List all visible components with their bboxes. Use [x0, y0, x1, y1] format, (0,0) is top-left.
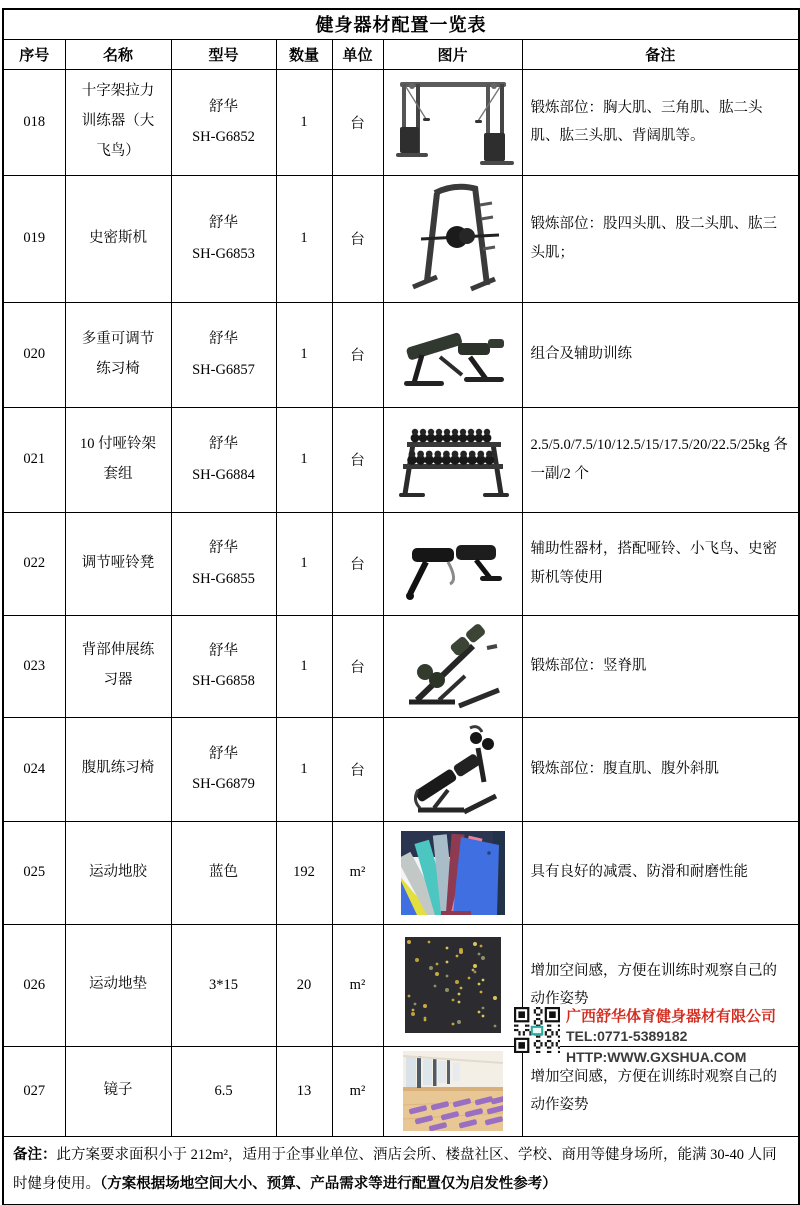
item-unit: 台: [332, 512, 383, 615]
item-unit: 台: [332, 407, 383, 512]
item-remark: 锻炼部位：胸大肌、三角肌、肱二头肌、肱三头肌、背阔肌等。: [522, 69, 799, 175]
adjustable-bench-image: [383, 302, 522, 407]
item-quantity: 13: [276, 1046, 332, 1136]
item-unit: m²: [332, 1046, 383, 1136]
item-model-line: 舒华: [209, 98, 238, 115]
item-quantity: 1: [276, 175, 332, 302]
item-quantity: 1: [276, 407, 332, 512]
item-model-line: 舒华: [209, 745, 238, 762]
table-row: [3, 821, 799, 924]
item-remark: 具有良好的减震、防滑和耐磨性能: [522, 821, 799, 924]
item-model-line: 舒华: [209, 215, 238, 232]
row-number: 026: [3, 924, 65, 1046]
table-row: [3, 924, 799, 1046]
table-row: [3, 302, 799, 407]
item-model: [171, 407, 276, 512]
item-unit: m²: [332, 924, 383, 1046]
dumbbell-bench-image: [383, 512, 522, 615]
flooring-samples-image: [383, 821, 522, 924]
table-header-row: [3, 39, 799, 69]
footnote-tail: （方案根据场地空间大小、预算、产品需求等进行配置仅为启发性参考）: [100, 1176, 557, 1193]
item-model: [171, 302, 276, 407]
yoga-room-image: [383, 1046, 522, 1136]
column-header-3: 数量: [276, 39, 332, 69]
item-name: 调节哑铃凳: [65, 512, 171, 615]
item-model-line: 蓝色: [209, 864, 238, 881]
row-number: 025: [3, 821, 65, 924]
item-unit: 台: [332, 69, 383, 175]
table-row: [3, 175, 799, 302]
row-number: 024: [3, 717, 65, 821]
table-row: [3, 615, 799, 717]
row-number: 023: [3, 615, 65, 717]
vendor-website: HTTP:WWW.GXSHUA.COM: [566, 1048, 747, 1065]
item-model-line: 舒华: [209, 642, 238, 659]
vendor-phone: TEL:0771-5389182: [566, 1028, 688, 1045]
row-number: 019: [3, 175, 65, 302]
footnote-body: 此方案要求面积小于 212m²，适用于企事业单位、酒店会所、楼盘社区、学校、商用等健身场所，能满 30-40 人同时健身使用。: [13, 1146, 777, 1193]
row-number: 022: [3, 512, 65, 615]
item-name: 10 付哑铃架套组: [65, 407, 171, 512]
row-number: 027: [3, 1046, 65, 1136]
table-title-row: [3, 9, 799, 39]
row-number: 018: [3, 69, 65, 175]
item-model-line: SH-G6852: [192, 129, 255, 145]
item-remark: 增加空间感，方便在训练时观察自己的动作姿势: [522, 924, 799, 1046]
table-row: [3, 717, 799, 821]
smith-machine-image: [383, 175, 522, 302]
item-model-line: 舒华: [209, 331, 238, 348]
table-row: [3, 1046, 799, 1136]
item-model-line: SH-G6857: [192, 361, 255, 378]
item-name: 背部伸展练习器: [65, 615, 171, 717]
item-unit: 台: [332, 302, 383, 407]
item-unit: m²: [332, 821, 383, 924]
item-name: 运动地垫: [65, 924, 171, 1046]
item-quantity: 1: [276, 302, 332, 407]
item-name: 十字架拉力训练器（大飞鸟）: [65, 69, 171, 175]
item-quantity: 1: [276, 717, 332, 821]
item-model-line: SH-G6855: [192, 570, 255, 587]
item-quantity: 1: [276, 512, 332, 615]
item-model-line: 6.5: [214, 1082, 233, 1099]
item-quantity: 20: [276, 924, 332, 1046]
item-remark: 锻炼部位：腹直肌、腹外斜肌: [522, 717, 799, 821]
footnote-prefix: 备注：: [13, 1146, 57, 1163]
item-unit: 台: [332, 175, 383, 302]
item-model: [171, 69, 276, 175]
footnote: [3, 1136, 799, 1205]
item-remark: 锻炼部位：竖脊肌: [522, 615, 799, 717]
item-model: [171, 512, 276, 615]
row-number: 020: [3, 302, 65, 407]
rubber-mat-image: [383, 924, 522, 1046]
table-row: [3, 512, 799, 615]
column-header-1: 名称: [65, 39, 171, 69]
item-model: [171, 615, 276, 717]
column-header-4: 单位: [332, 39, 383, 69]
item-name: 多重可调节练习椅: [65, 302, 171, 407]
item-name: 腹肌练习椅: [65, 717, 171, 821]
item-model-line: SH-G6879: [192, 776, 255, 792]
item-model: [171, 717, 276, 821]
row-number: 021: [3, 407, 65, 512]
item-name: 运动地胶: [65, 821, 171, 924]
item-model-line: SH-G6858: [192, 673, 255, 689]
item-model: [171, 821, 276, 924]
item-name: 史密斯机: [65, 175, 171, 302]
item-model-line: 3*15: [209, 976, 238, 993]
footnote-row: [3, 1136, 799, 1205]
dumbbell-rack-image: [383, 407, 522, 512]
item-remark: 辅助性器材，搭配哑铃、小飞鸟、史密斯机等使用: [522, 512, 799, 615]
item-model: [171, 1046, 276, 1136]
item-model-line: 舒华: [209, 436, 238, 453]
item-model-line: SH-G6853: [192, 245, 255, 262]
item-model: [171, 175, 276, 302]
item-remark: 增加空间感，方便在训练时观察自己的动作姿势: [522, 1046, 799, 1136]
item-quantity: 1: [276, 615, 332, 717]
item-remark: 组合及辅助训练: [522, 302, 799, 407]
table-row: [3, 407, 799, 512]
item-model-line: SH-G6884: [192, 466, 255, 483]
table-row: [3, 69, 799, 175]
item-unit: 台: [332, 615, 383, 717]
item-model: [171, 924, 276, 1046]
column-header-0: 序号: [3, 39, 65, 69]
item-remark: 2.5/5.0/7.5/10/12.5/15/17.5/20/22.5/25kg 各一副/2 个: [522, 407, 799, 512]
item-unit: 台: [332, 717, 383, 821]
page-title: 健身器材配置一览表: [3, 9, 799, 39]
item-model-line: 舒华: [209, 540, 238, 557]
item-quantity: 192: [276, 821, 332, 924]
item-name: 镜子: [65, 1046, 171, 1136]
ab-bench-image: [383, 717, 522, 821]
item-remark: 锻炼部位：股四头肌、股二头肌、肱三头肌；: [522, 175, 799, 302]
back-extension-image: [383, 615, 522, 717]
column-header-5: 图片: [383, 39, 522, 69]
cable-crossover-image: [383, 69, 522, 175]
vendor-company-name: 广西舒华体育健身器材有限公司: [566, 1008, 777, 1025]
column-header-2: 型号: [171, 39, 276, 69]
item-quantity: 1: [276, 69, 332, 175]
equipment-table: [2, 8, 800, 1205]
column-header-6: 备注: [522, 39, 799, 69]
